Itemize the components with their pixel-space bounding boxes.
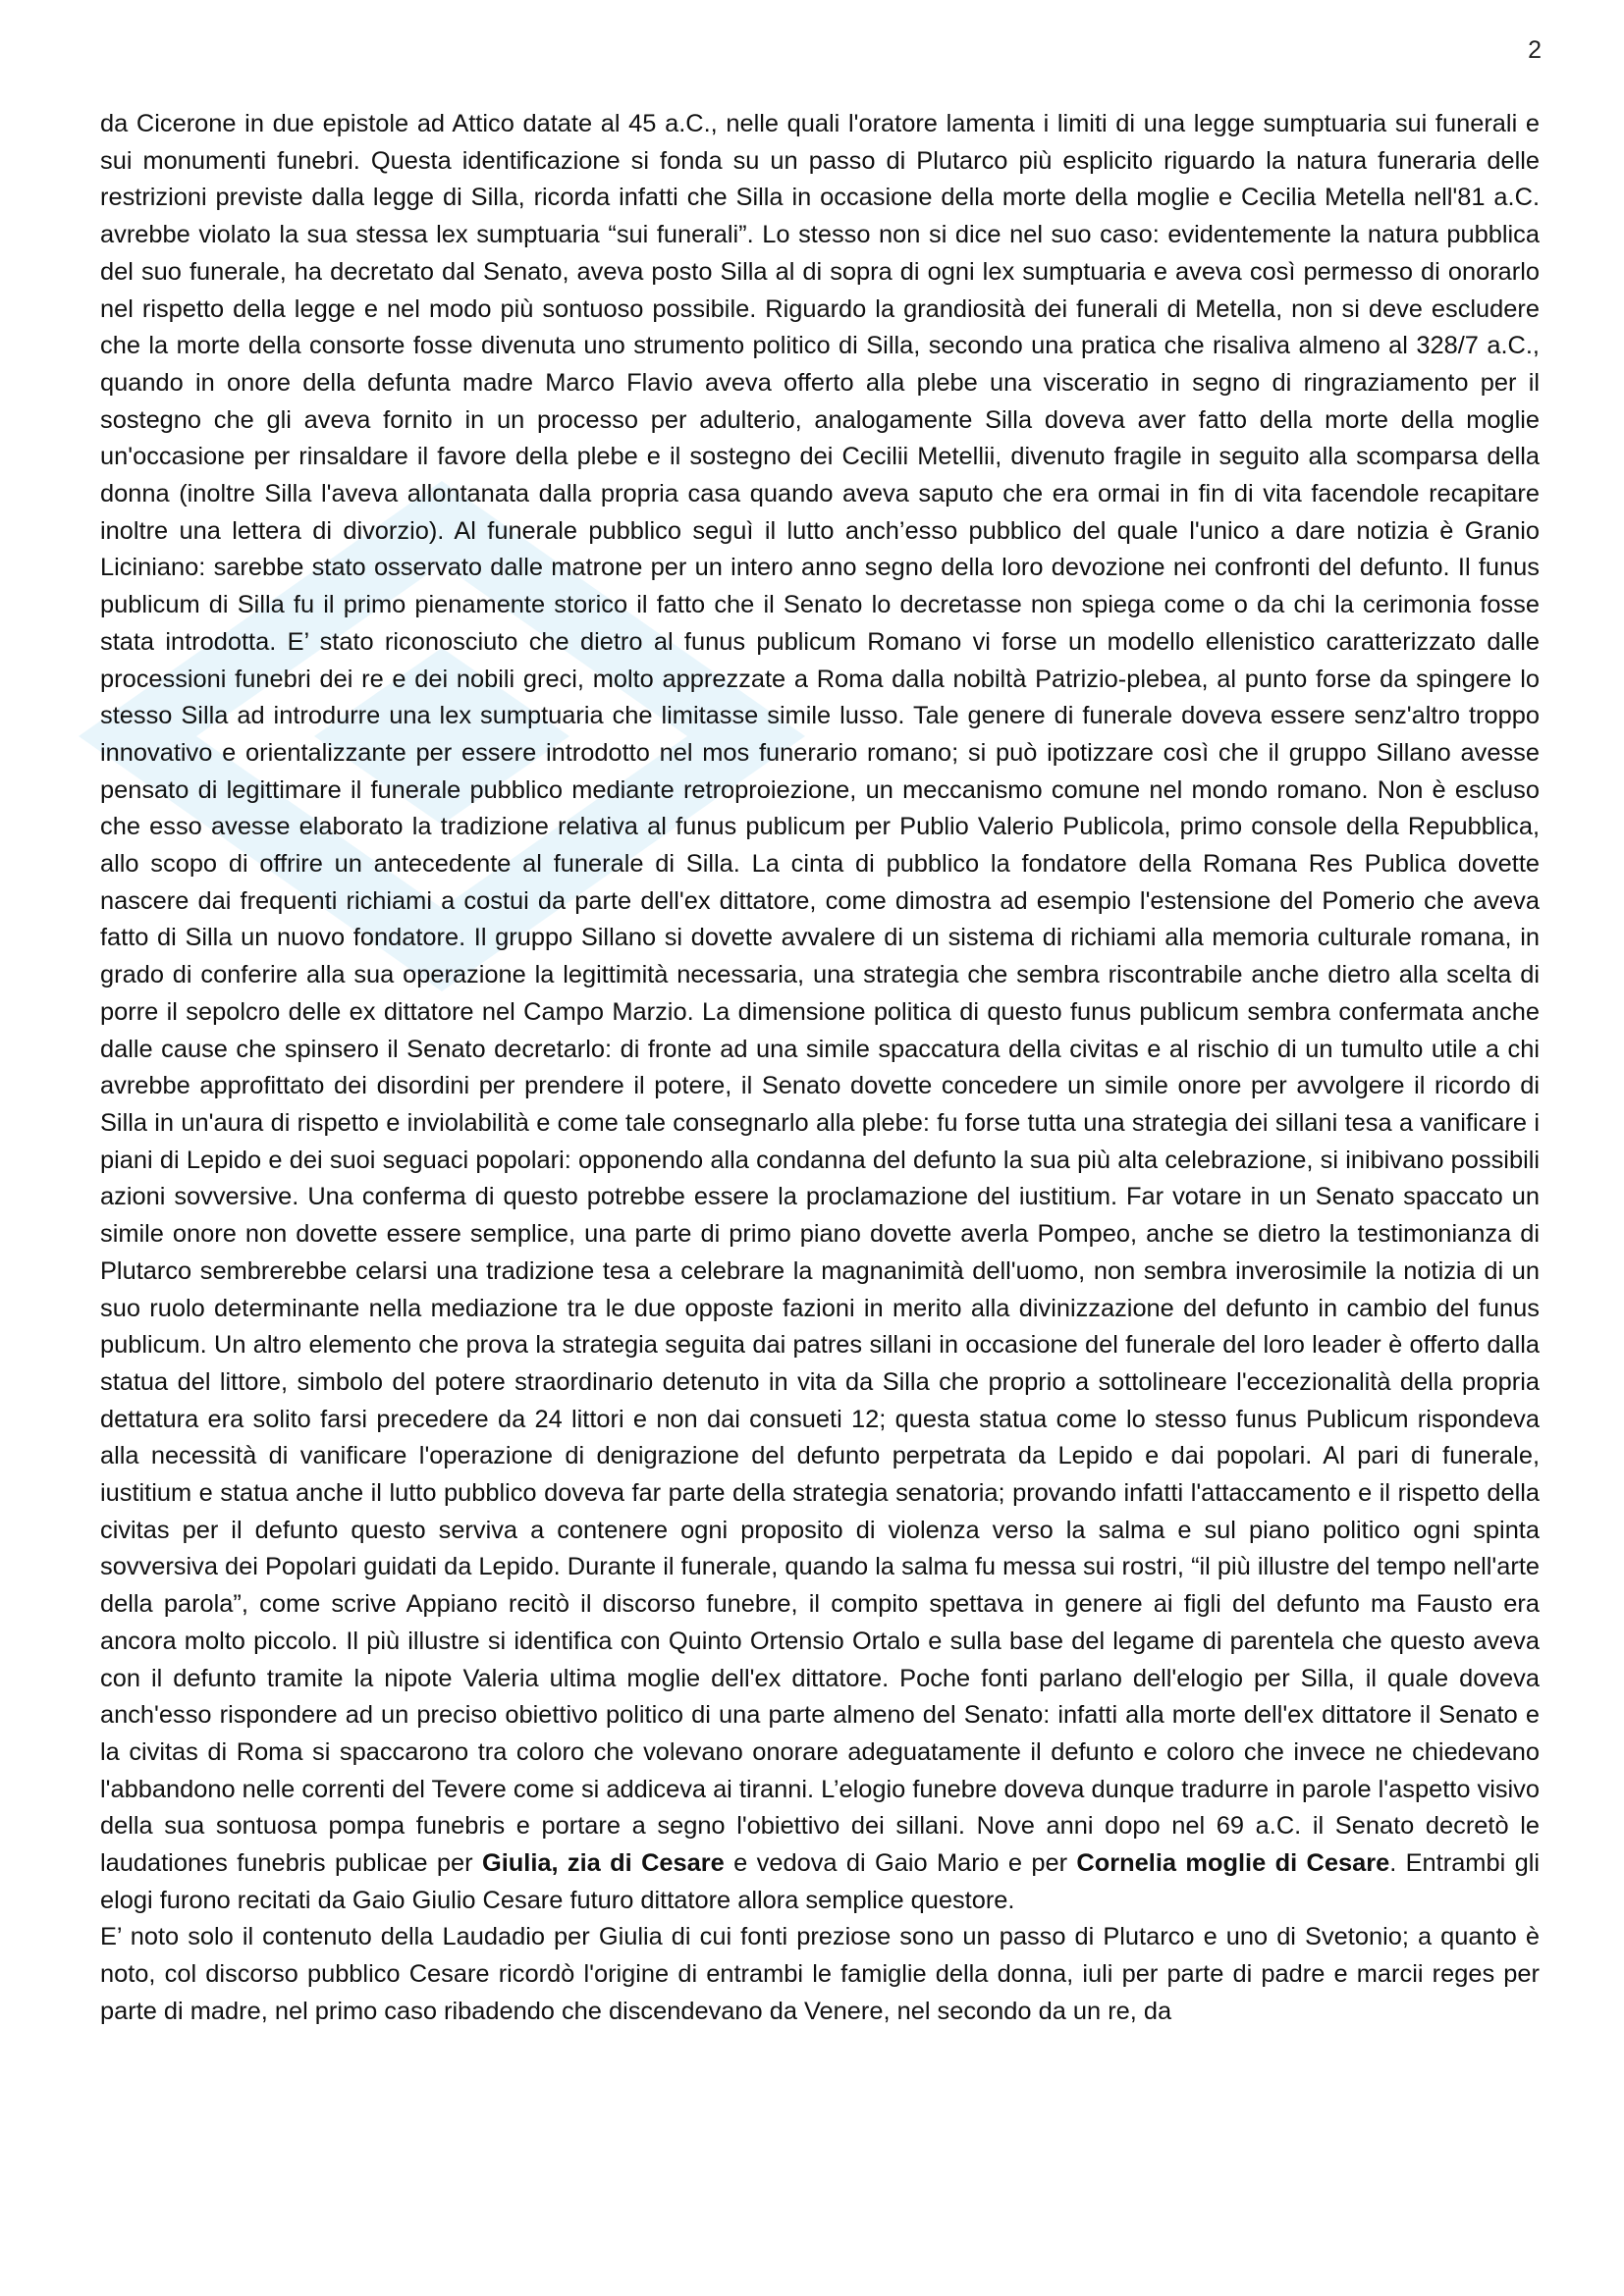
text-span: e vedova di Gaio Mario e per [724, 1849, 1077, 1878]
bold-text-span: Giulia, zia di Cesare [481, 1849, 725, 1878]
paragraph [100, 106, 1540, 1919]
page-number: 2 [1528, 36, 1542, 64]
text-span: da Cicerone in due epistole ad Attico datate al 45 a.C., nelle quali l'oratore lamenta i limiti di una legge sumptuaria sui funerali e sui monumenti funebri. Questa identificazione si fonda su un passo di Plutarco più esplicito riguardo la natura funeraria delle restrizioni previste dalla legge di Silla, ricorda infatti che Silla in occasione della morte della moglie e Cecilia Metella nell'81 a.C. avrebbe violato la sua stessa lex sumptuaria “sui funerali”. Lo stesso non si dice nel suo caso: evidentemente la natura pubblica del suo funerale, ha decretato dal Senato, aveva posto Silla al di sopra di ogni lex sumptuaria e aveva così permesso di onorarlo nel rispetto della legge e nel modo più sontuoso possibile. Riguardo la grandiosità dei funerali di Metella, non si deve escludere che la morte della consorte fosse divenuta uno strumento politico di Silla, secondo una pratica che risaliva almeno al 328/7 a.C., quando in onore della defunta madre Marco Flavio aveva offerto alla plebe una visceratio in segno di ringraziamento per il sostegno che gli aveva fornito in un processo per adulterio, analogamente Silla doveva aver fatto della morte della moglie un'occasione per rinsaldare il favore della plebe e il sostegno dei Cecilii Metellii, divenuto fragile in seguito alla scomparsa della donna (inoltre Silla l'aveva allontanata dalla propria casa quando aveva saputo che era ormai in fin di vita facendole recapitare inoltre una lettera di divorzio). Al funerale pubblico seguì il lutto anch’esso pubblico del quale l'unico a dare notizia è Granio Liciniano: sarebbe stato osservato dalle matrone per un intero anno segno della loro devozione nei confronti del defunto. Il funus publicum di Silla fu il primo pienamente storico il fatto che il Senato lo decretasse non spiega come o da chi la cerimonia fosse stata introdotta. E’ stato riconosciuto che dietro al funus publicum Romano vi forse un modello ellenistico caratterizzato dalle processioni funebri dei re e dei nobili greci, molto apprezzate a Roma dalla nobiltà Patrizio-plebea, al punto forse da spingere lo stesso Silla ad introdurre una lex sumptuaria che limitasse simile lusso. Tale genere di funerale doveva essere senz'altro troppo innovativo e orientalizzante per essere introdotto nel mos funerario romano; si può ipotizzare così che il gruppo Sillano avesse pensato di legittimare il funerale pubblico mediante retroproiezione, un meccanismo comune nel mondo romano. Non è escluso che esso avesse elaborato la tradizione relativa al funus publicum per Publio Valerio Publicola, primo console della Repubblica, allo scopo di offrire un antecedente al funerale di Silla. La cinta di pubblico la fondatore della Romana Res Publica dovette nascere dai frequenti richiami a costui da parte dell'ex dittatore, come dimostra ad esempio l'estensione del Pomerio che aveva fatto di Silla un nuovo fondatore. Il gruppo Sillano si dovette avvalere di un sistema di richiami alla memoria culturale romana, in grado di conferire alla sua operazione la legittimità necessaria, una strategia che sembra riscontrabile anche dietro alla scelta di porre il sepolcro delle ex dittatore nel Campo Marzio. La dimensione politica di questo funus publicum sembra confermata anche dalle cause che spinsero il Senato decretarlo: di fronte ad una simile spaccatura della civitas e al rischio di un tumulto utile a chi avrebbe approfittato dei disordini per prendere il potere, il Senato dovette concedere un simile onore per avvolgere il ricordo di Silla in un'aura di rispetto e inviolabilità e come tale consegnarlo alla plebe: fu forse tutta una strategia dei sillani tesa a vanificare i piani di Lepido e dei suoi seguaci popolari: opponendo alla condanna del defunto la sua più alta celebrazione, si inibivano possibili azioni sovversive. Una conferma di questo potrebbe essere la proclamazione del iustitium. Far votare in un Senato spaccato un simile onore non dovette essere semplice, una parte di primo piano dovette averla Pompeo, anche se dietro la testimonianza di Plutarco sembrerebbe celarsi una tradizione tesa a celebrare la magnanimità dell'uomo, non sembra inverosimile la notizia di un suo ruolo determinante nella mediazione tra le due opposte fazioni in merito alla divinizzazione del defunto in cambio del funus publicum. Un altro elemento che prova la strategia seguita dai patres sillani in occasione del funerale del loro leader è offerto dalla statua del littore, simbolo del potere straordinario detenuto in vita da Silla che proprio a sottolineare l'eccezionalità della propria dettatura era solito farsi precedere da 24 littori e non dai consueti 12; questa statua come lo stesso funus Publicum rispondeva alla necessità di vanificare l'operazione di denigrazione del defunto perpetrata da Lepido e dai popolari. Al pari di funerale, iustitium e statua anche il lutto pubblico doveva far parte della strategia senatoria; provando infatti l'attaccamento e il rispetto della civitas per il defunto questo serviva a contenere ogni proposito di violenza verso la salma e sul piano politico ogni spinta sovversiva dei Popolari guidati da Lepido. Durante il funerale, quando la salma fu messa sui rostri, “il più illustre del tempo nell'arte della parola”, come scrive Appiano recitò il discorso funebre, il compito spettava in genere ai figli del defunto ma Fausto era ancora molto piccolo. Il più illustre si identifica con Quinto Ortensio Ortalo e sulla base del legame di parentela che questo aveva con il defunto tramite la nipote Valeria ultima moglie dell'ex dittatore. Poche fonti parlano dell'elogio per Silla, il quale doveva anch'esso rispondere ad un preciso obiettivo politico di una parte almeno del Senato: infatti alla morte dell'ex dittatore il Senato e la civitas di Roma si spaccarono tra coloro che volevano onorare adeguatamente il defunto e coloro che invece ne chiedevano l'abbandono nelle correnti del Tevere come si addiceva ai tiranni. L’elogio funebre doveva dunque tradurre in parole l'aspetto visivo della sua sontuosa pompa funebris e portare a segno l'obiettivo dei sillani. Nove anni dopo nel 69 a.C. il Senato decretò le laudationes funebris publicae per [100, 110, 1540, 1878]
text-span: E’ noto solo il contenuto della Laudadio per Giulia di cui fonti preziose sono un passo di Plutarco e uno di Svetonio; a quanto è noto, col discorso pubblico Cesare ricordò l'origine di entrambi le famiglie della donna, iuli per parte di padre e marcii reges per parte di madre, nel primo caso ribadendo che discendevano da Venere, nel secondo da un re, da [100, 1923, 1540, 2025]
text-span: . Entrambi gli elogi furono recitati da Gaio Giulio Cesare futuro dittatore allora semplice questore. [100, 1849, 1540, 1914]
bold-text-span: Cornelia moglie di Cesare [1076, 1849, 1390, 1878]
body-text [100, 106, 1540, 2031]
paragraph [100, 1919, 1540, 2030]
